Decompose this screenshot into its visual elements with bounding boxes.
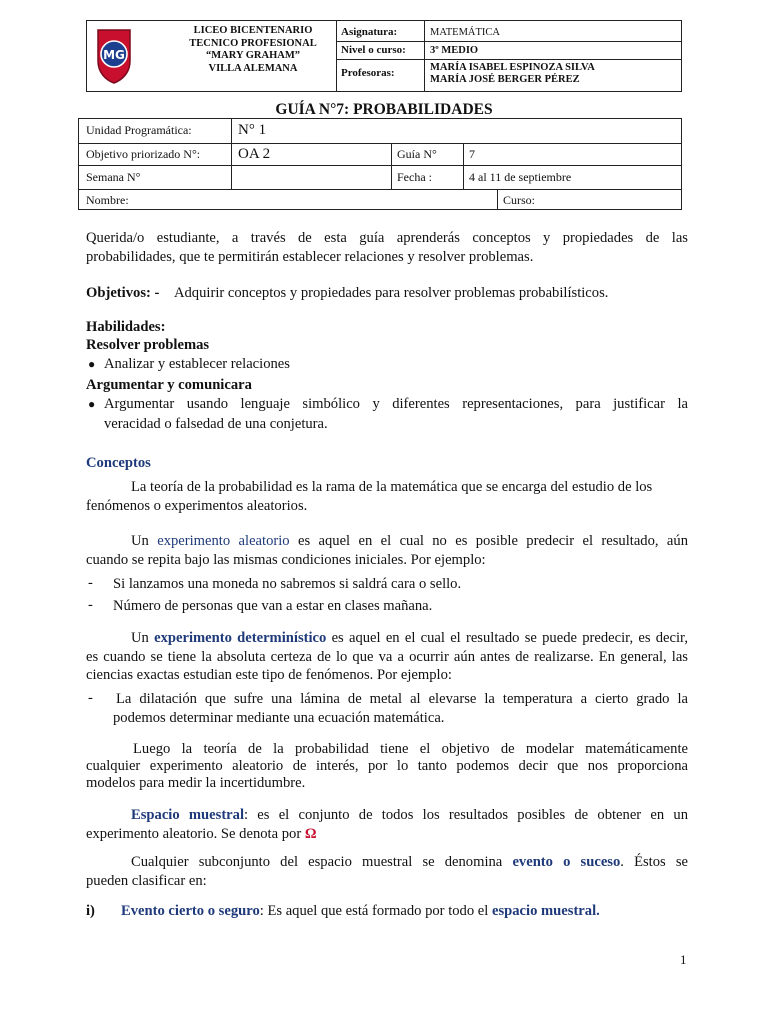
objetivos-text: Adquirir conceptos y propiedades para resolver problemas probabilísticos.: [173, 285, 609, 301]
objetivo-value: OA 2: [238, 146, 271, 162]
unidad-label: Unidad Programática:: [86, 123, 192, 137]
info-table: [78, 118, 682, 210]
header-box: [86, 20, 682, 92]
logo-text: MG: [103, 48, 125, 62]
divider: [336, 41, 681, 42]
dash-marker: -: [88, 597, 93, 613]
conceptos-p4-line-2: cualquier experimento aleatorio de interés, por lo tanto podemos decir que nos proporciona: [86, 758, 688, 774]
conceptos-p3-line-1: [131, 629, 688, 648]
conceptos-title: Conceptos: [86, 455, 151, 471]
school-line: VILLA ALEMANA: [208, 62, 298, 74]
conceptos-p2-line-1: [131, 532, 688, 551]
curso-label: Curso:: [503, 193, 536, 207]
habilidades-sub-1: Resolver problemas: [86, 337, 210, 353]
text-fragment: es aquel en el cual no es posible predecir el resultado, aún: [289, 533, 688, 549]
term-experimento-aleatorio: experimento aleatorio: [157, 533, 290, 549]
divider: [79, 189, 681, 190]
school-logo-icon: [95, 27, 133, 85]
divider: [336, 21, 337, 91]
nivel-label: Nivel o curso:: [341, 44, 406, 56]
conceptos-p1-line-1: La teoría de la probabilidad es la rama de la matemática que se encarga del estudio de los: [131, 479, 653, 495]
fecha-label: Fecha :: [397, 170, 432, 184]
profesora-1: MARÍA ISABEL ESPINOZA SILVA: [430, 62, 595, 73]
objetivo-label: Objetivo priorizado N°:: [86, 147, 201, 161]
term-espacio-muestral-2: espacio muestral.: [491, 903, 600, 919]
term-espacio-muestral: Espacio muestral: [131, 807, 245, 823]
text-fragment: experimento aleatorio. Se denota por: [86, 826, 305, 842]
term-evento-cierto: Evento cierto o seguro: [121, 903, 260, 919]
conceptos-p2-line-2: cuando se repita bajo las mismas condiciones iniciales. Por ejemplo:: [86, 552, 486, 568]
school-line: LICEO BICENTENARIO: [193, 25, 313, 36]
conceptos-p3-line-3: ciencias exactas estudian este tipo de fenómenos. Por ejemplo:: [86, 667, 452, 683]
text-fragment: es aquel en el cual el resultado se puede predecir, es decir,: [326, 630, 688, 646]
intro-line-1: Querida/o estudiante, a través de esta guía aprenderás conceptos y propiedades de las: [86, 230, 688, 246]
profesoras-label: Profesoras:: [341, 67, 395, 79]
intro-line-2: probabilidades, que te permitirán establecer relaciones y resolver problemas.: [86, 249, 534, 265]
conceptos-p6-line-1: [131, 853, 688, 872]
term-evento-o-suceso: evento o suceso: [512, 854, 621, 870]
divider: [424, 21, 425, 91]
text-fragment: Un: [131, 630, 155, 646]
text-fragment: : es el conjunto de todos los resultados posibles de obtener en un: [244, 807, 688, 823]
school-line: TECNICO PROFESIONAL: [189, 37, 317, 49]
guia-label: Guía N°: [397, 147, 437, 161]
conceptos-p1-line-2: fenómenos o experimentos aleatorios.: [86, 498, 308, 514]
asignatura-value: MATEMÁTICA: [430, 27, 500, 38]
conceptos-p4-line-3: modelos para medir la incertidumbre.: [86, 775, 306, 791]
page-number: 1: [680, 952, 687, 967]
bullet-icon: ●: [88, 397, 96, 411]
term-experimento-deterministico: experimento determinístico: [154, 630, 327, 646]
page-title: GUÍA N°7: PROBABILIDADES: [275, 101, 493, 118]
example-3-line-2: podemos determinar mediante una ecuación matemática.: [113, 710, 445, 726]
text-fragment: : Es aquel que está formado por todo el: [259, 903, 492, 919]
divider: [391, 143, 392, 189]
conceptos-p5-line-1: [131, 806, 688, 825]
conceptos-p4-line-1: Luego la teoría de la probabilidad tiene el objetivo de modelar matemáticamente: [133, 741, 688, 757]
habilidades-title: Habilidades:: [86, 319, 166, 335]
divider: [463, 143, 464, 189]
divider: [497, 189, 498, 210]
objetivos: [86, 284, 608, 303]
bullet-icon: ●: [88, 357, 96, 371]
item-i: [121, 902, 600, 921]
habilidades-item-2-line-1: Argumentar usando lenguaje simbólico y diferentes representaciones, para justificar la: [104, 396, 688, 412]
conceptos-p5-line-2: [86, 825, 317, 844]
school-name: [137, 25, 369, 75]
conceptos-p3-line-2: es cuando se tiene la absoluta certeza de lo que va a ocurrir aún antes de realizarse. En general, las: [86, 649, 688, 665]
habilidades-item-2-line-2: veracidad o falsedad de una conjetura.: [104, 416, 328, 432]
conceptos-p6-line-2: pueden clasificar en:: [86, 873, 207, 889]
divider: [79, 143, 681, 144]
habilidades-item-1: Analizar y establecer relaciones: [104, 356, 290, 372]
fecha-value: 4 al 11 de septiembre: [469, 170, 572, 184]
asignatura-label: Asignatura:: [341, 26, 398, 38]
objetivos-label: Objetivos: -: [86, 285, 160, 301]
semana-label: Semana N°: [86, 170, 141, 184]
guia-value: 7: [469, 147, 475, 161]
example-1: Si lanzamos una moneda no sabremos si saldrá cara o sello.: [113, 576, 462, 592]
item-number: i): [86, 903, 95, 919]
example-2: Número de personas que van a estar en clases mañana.: [113, 598, 433, 614]
nombre-label: Nombre:: [86, 193, 129, 207]
profesora-2: MARÍA JOSÉ BERGER PÉREZ: [430, 74, 580, 85]
unidad-value: N° 1: [238, 122, 267, 138]
nivel-value: 3º MEDIO: [430, 45, 479, 56]
example-3-line-1: La dilatación que sufre una lámina de metal al elevarse la temperatura a cierto grado la: [116, 691, 688, 707]
text-fragment: . Éstos se: [620, 854, 688, 870]
dash-marker: -: [88, 575, 93, 591]
text-fragment: Un: [131, 533, 158, 549]
text-fragment: Cualquier subconjunto del espacio muestral se denomina: [131, 854, 513, 870]
divider: [336, 59, 681, 60]
omega-symbol: Ω: [304, 826, 317, 842]
school-line: “MARY GRAHAM”: [205, 50, 301, 61]
dash-marker: -: [88, 690, 93, 706]
habilidades-sub-2: Argumentar y comunicara: [86, 377, 252, 393]
divider: [79, 165, 681, 166]
divider: [231, 119, 232, 189]
